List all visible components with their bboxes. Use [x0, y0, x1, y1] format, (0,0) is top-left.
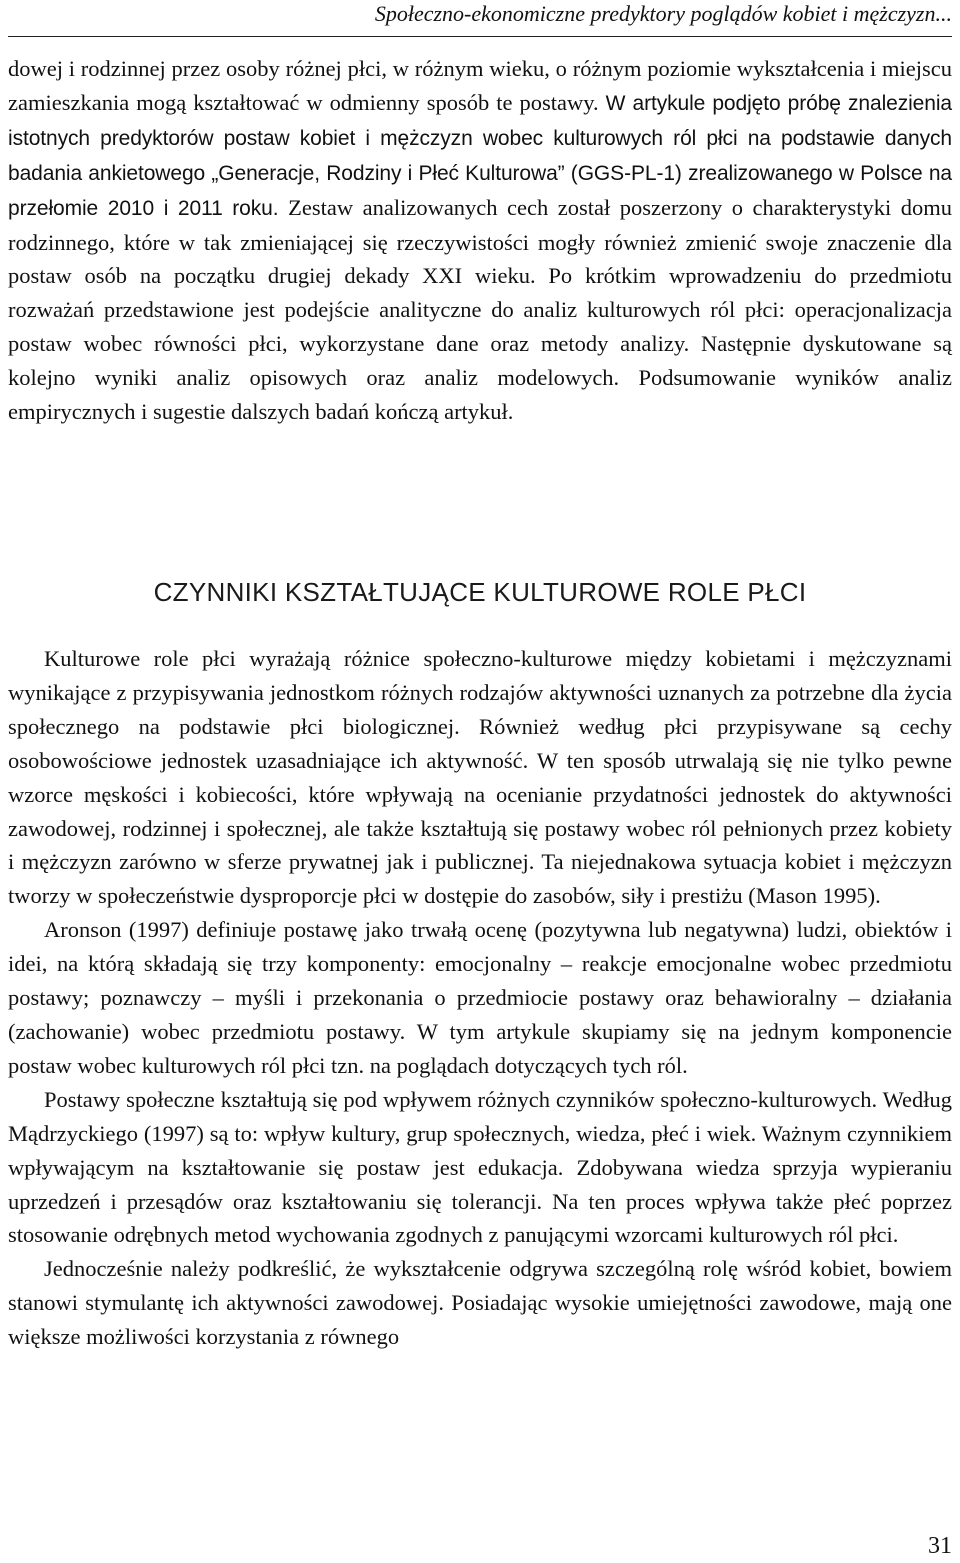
- running-header: Społeczno-ekonomiczne predyktory poglądów kobiet i mężczyzn...: [374, 1, 952, 26]
- intro-paragraph: [8, 52, 952, 429]
- intro-sentence-3: Zestaw analizowanych cech został poszerzony o charakterystyki domu rodzinnego, które w tak zmieniającej się rzeczywistości mogły również zmienić swoje znaczenie dla postaw osób na początku drugiej dekady XXI wieku. Po krótkim wprowadzeniu do przedmiotu rozważań przedstawione jest podejście analityczne do analiz kulturowych ról płci: operacjonalizacja postaw wobec równości płci, wykorzystane dane oraz metody analizy. Następnie dyskutowane są kolejno wyniki analiz opisowych oraz analiz modelowych. Podsumowanie wyników analiz empirycznych i sugestie dalszych badań kończą artykuł.: [8, 194, 952, 425]
- section-text-block: [8, 642, 952, 1354]
- section-paragraph: Kulturowe role płci wyrażają różnice społeczno-kulturowe między kobietami i mężczyznami wynikające z przypisywania jednostkom różnych rodzajów aktywności uznanych za potrzebne dla życia społecznego na podstawie płci biologicznej. Również według płci przypisywane są cechy osobowościowe jednostek uzasadniające ich aktywność. W ten sposób utrwalają się nie tylko pewne wzorce męskości i kobiecości, które wpływają na ocenianie przydatności jednostek do aktywności zawodowej, rodzinnej i społecznej, ale także kształtują się postawy wobec ról pełnionych przez kobiety i mężczyzn zarówno w sferze prywatnej jak i publicznej. Ta niejednakowa sytuacja kobiet i mężczyzn tworzy w społeczeństwie dysproporcje płci w dostępie do zasobów, siły i prestiżu (Mason 1995).: [8, 646, 952, 909]
- section-paragraph: Aronson (1997) definiuje postawę jako trwałą ocenę (pozytywna lub negatywna) ludzi, obiektów i idei, na którą składają się trzy komponenty: emocjonalny – reakcje emocjonalne wobec przedmiotu postawy; poznawczy – myśli i przekonania o przedmiocie postawy oraz behawioralny – działania (zachowanie) wobec przedmiotu postawy. W tym artykule skupiamy się na jednym komponencie postaw wobec kulturowych ról płci tzn. na poglądach dotyczących tych ról.: [8, 917, 952, 1078]
- section-paragraph: Postawy społeczne kształtują się pod wpływem różnych czynników społeczno-kulturowych. Według Mądrzyckiego (1997) są to: wpływ kultury, grup społecznych, wiedza, płeć i wiek. Ważnym czynnikiem wpływającym na kształtowanie się postaw jest edukacja. Zdobywana wiedza sprzyja wypieraniu uprzedzeń i przesądów oraz kształtowaniu się tolerancji. Na ten proces wpływa także płeć poprzez stosowanie odrębnych metod wychowania zgodnych z panującymi wzorcami kulturowych ról płci.: [8, 1086, 952, 1248]
- intro-text-block: [8, 52, 952, 429]
- page-number: 31: [928, 1533, 952, 1559]
- header-divider: [8, 36, 952, 37]
- section-heading: CZYNNIKI KSZTAŁTUJĄCE KULTUROWE ROLE PŁCI: [153, 577, 807, 607]
- intro-sentence-2: W artykule podjęto próbę znalezienia istotnych predyktorów postaw kobiet i mężczyzn wobec kulturowych ról płci na podstawie danych badania ankietowego „Generacje, Rodziny i Płeć Kulturowa” (GGS-PL-1) zrealizowanego w Polsce na przełomie 2010 i 2011 roku.: [8, 91, 952, 220]
- section-paragraph: Jednocześnie należy podkreślić, że wykształcenie odgrywa szczególną rolę wśród kobiet, bowiem stanowi stymulantę ich aktywności zawodowej. Posiadając wysokie umiejętności zawodowe, mają one większe możliwości korzystania z równego: [8, 1256, 952, 1350]
- intro-sentence-1: dowej i rodzinnej przez osoby różnej płci, w różnym wieku, o różnym poziomie wykształcenia i miejscu zamieszkania mogą kształtować w odmienny sposób te postawy.: [8, 56, 952, 115]
